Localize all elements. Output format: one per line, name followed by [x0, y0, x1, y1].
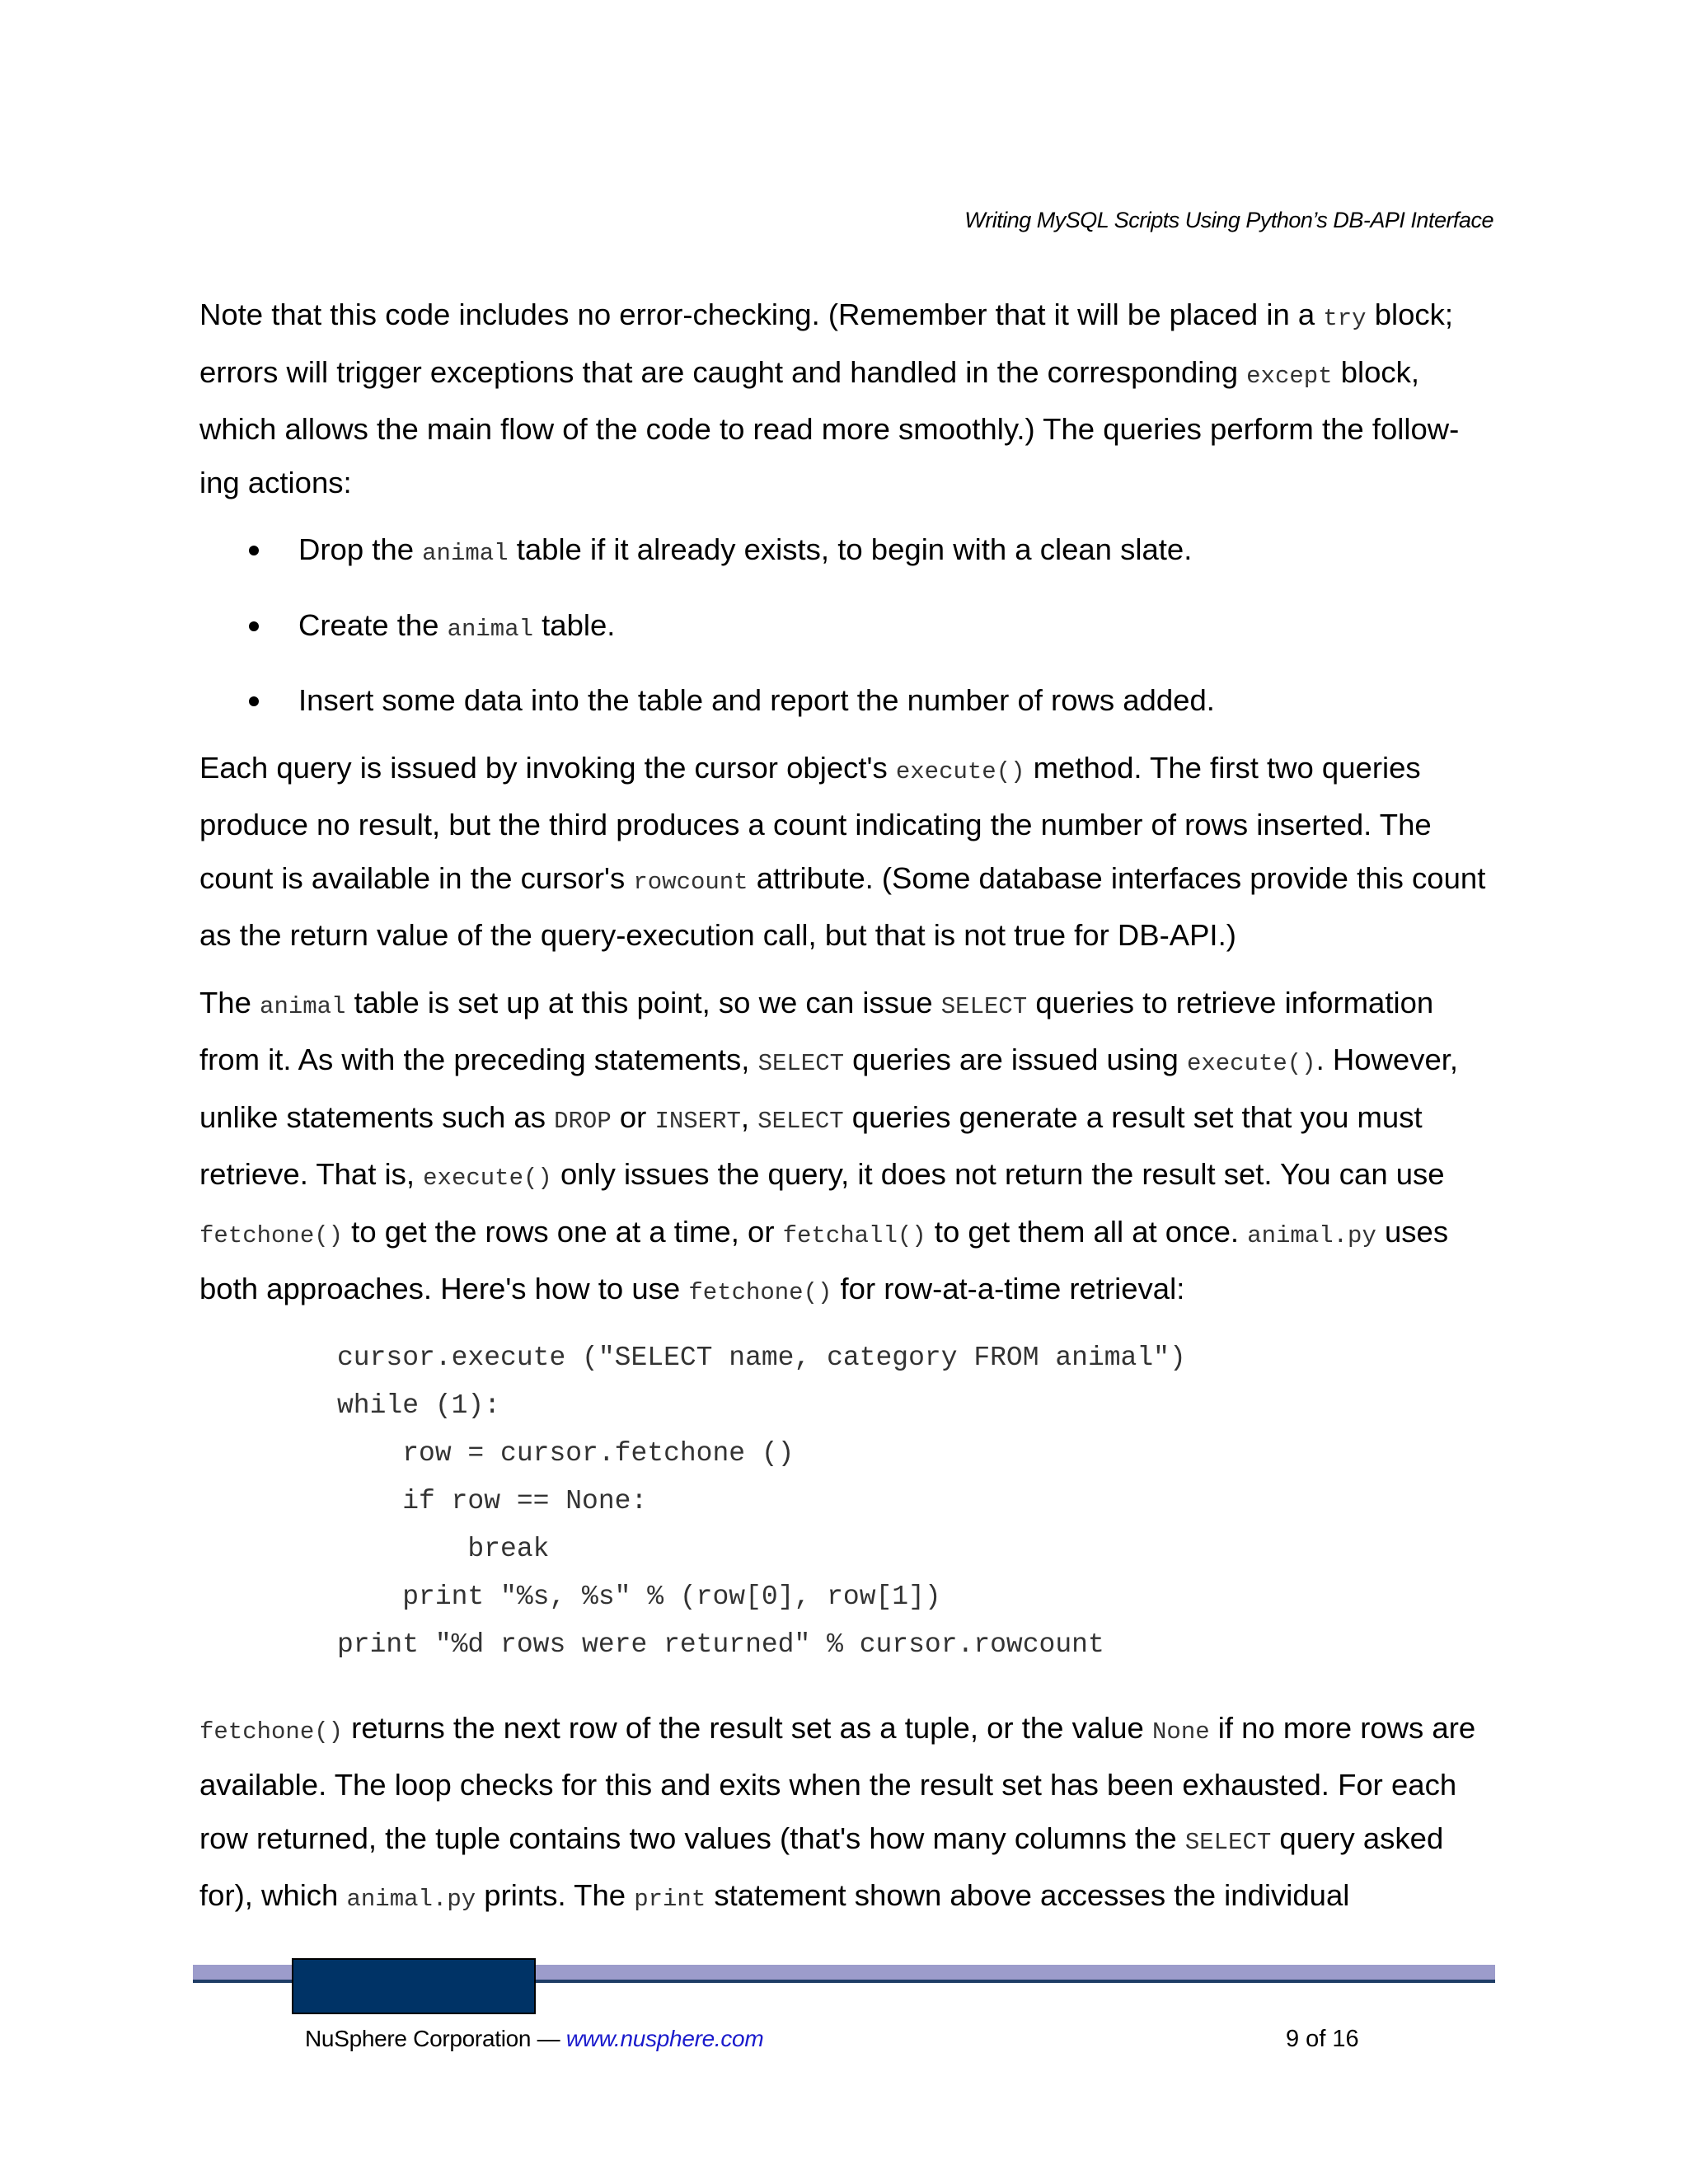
page-number: 9 of 16	[1286, 2026, 1359, 2052]
code-inline: animal.py	[1247, 1221, 1376, 1249]
body-text	[199, 288, 1498, 1927]
code-inline: execute()	[895, 757, 1025, 785]
code-inline: SELECT	[757, 1107, 844, 1135]
footer-company: NuSphere Corporation — www.nusphere.com	[305, 2026, 764, 2051]
paragraph-execute: Each query is issued by invoking the cursor object's execute() method. The first two queries produce no result, but the third produces a count indicating the number of rows inserted. The count is available in the cursor's rowcount attribute. (Some database interfaces provide this count as the return value of the query-execution call, but that is not true for DB-API.)	[199, 750, 1486, 952]
bullet-icon	[249, 621, 259, 631]
list-item: Drop the animal table if it already exists, to begin with a clean slate.	[199, 523, 1498, 581]
list-item: Create the animal table.	[199, 599, 1498, 657]
code-inline: fetchone()	[688, 1279, 832, 1306]
code-inline: fetchall()	[782, 1221, 926, 1249]
paragraph-fetchone: fetchone() returns the next row of the result set as a tuple, or the value None if no more rows are available. The loop checks for this and exits when the result set has been exhausted. For each row returned, the tuple contains two values (that's how many columns the SELECT query asked for), which animal.py prints. The print statement shown above accesses the individual	[199, 1710, 1476, 1913]
code-inline: SELECT	[940, 992, 1028, 1020]
code-inline: fetchone()	[199, 1718, 344, 1746]
code-inline: print	[634, 1886, 706, 1913]
footer-website-link[interactable]: www.nusphere.com	[565, 2026, 764, 2051]
query-actions-list	[199, 523, 1498, 728]
footer-logo-block	[292, 1958, 536, 2014]
code-inline: fetchone()	[199, 1221, 344, 1249]
code-inline: animal	[447, 615, 533, 643]
code-inline: execute()	[1186, 1050, 1316, 1077]
code-inline: animal.py	[346, 1886, 476, 1913]
code-inline: SELECT	[1184, 1828, 1272, 1856]
code-inline: DROP	[554, 1107, 612, 1135]
code-inline: animal	[260, 992, 346, 1020]
paragraph-error-checking: Note that this code includes no error-checking. (Remember that it will be placed in a try block; errors will trigger exceptions that are caught and handled in the corresponding except block, which allows the main flow of the code to read more smoothly.) The queries perform the follow-ing actions:	[199, 298, 1460, 499]
list-item: Insert some data into the table and report the number of rows added.	[199, 674, 1498, 728]
code-inline: try	[1323, 305, 1367, 332]
code-inline: INSERT	[654, 1107, 741, 1135]
code-inline: execute()	[423, 1165, 552, 1192]
code-inline: SELECT	[757, 1050, 845, 1077]
bullet-icon	[249, 696, 259, 706]
code-inline: rowcount	[633, 868, 748, 896]
code-block: cursor.execute ("SELECT name, category FROM animal") while (1): row = cursor.fetchone () if row == None: break print "%s, %s" % (row[0], row[1]) print "%d rows were returned" % cursor.rowcount	[337, 1342, 1186, 1660]
paragraph-select: The animal table is set up at this point, so we can issue SELECT queries to retrieve information from it. As with the preceding statements, SELECT queries are issued using execute(). However, unlike statements such as DROP or INSERT, SELECT queries generate a result set that you must retrieve. That is, execute() only issues the query, it does not return the result set. You can use fetchone() to get the rows one at a time, or fetchall() to get them all at once. animal.py uses both approaches. Here's how to use fetchone() for row-at-a-time retrieval:	[199, 985, 1459, 1306]
code-inline: except	[1246, 362, 1333, 390]
bullet-icon	[249, 546, 259, 555]
code-inline: animal	[422, 540, 509, 567]
running-header: Writing MySQL Scripts Using Python’s DB-API Interface	[964, 208, 1493, 232]
code-inline: None	[1152, 1718, 1210, 1746]
